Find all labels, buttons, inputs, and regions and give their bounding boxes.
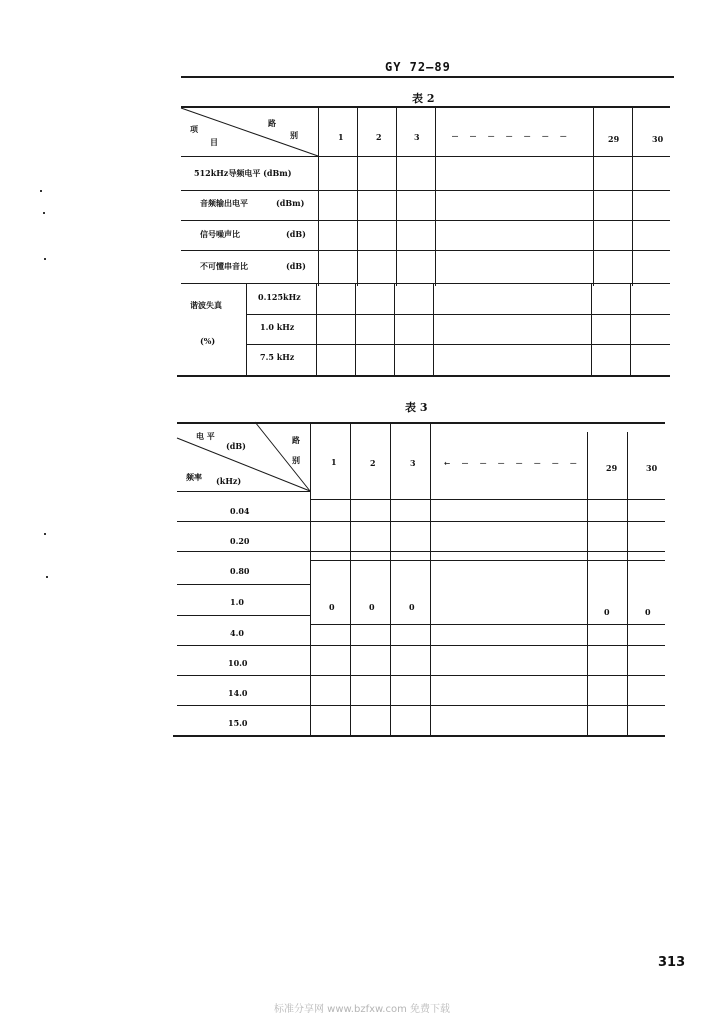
scan-mark [46,576,48,578]
page-number: 313 [658,955,686,970]
table3-ref-value: 0 [329,602,335,612]
header-rule [181,76,674,78]
table3-row-label: 14.0 [228,688,248,698]
table2-col-header: 29 [608,134,620,144]
table2-bottom-rule [177,375,670,377]
scan-mark [40,190,42,192]
table2-caption: 表 2 [412,92,435,105]
table2-rule [246,344,670,345]
table3-ref-value: 0 [645,607,651,617]
table3-row-label: 15.0 [228,718,248,728]
table3-ref-value: 0 [409,602,415,612]
table3-rule [177,675,665,676]
table2-rule [181,283,670,284]
table2-col-ellipsis: — — — — — — — [452,131,570,142]
table2-freq-label: 7.5 kHz [260,352,295,362]
table3-rule [177,645,665,646]
table2-col-rule [591,283,592,375]
table3-rule [177,615,310,616]
table3-bottom-rule [173,735,665,737]
table2-row-unit: (dB) [286,261,306,271]
watermark: 标准分享网 www.bzfxw.com 免费下载 [274,1004,450,1015]
table3-col-rule [350,422,351,735]
table2-col-header: 1 [338,132,344,142]
table3-rule [310,560,665,561]
table2-col-rule [396,106,397,286]
table2-freq-label: 0.125kHz [258,292,301,302]
table2-col-rule [246,283,247,375]
table3-row-label: 1.0 [230,597,244,607]
table3-col-rule [430,422,431,735]
table3-col-header: 1 [331,457,337,467]
table3-rule [177,521,665,522]
scan-mark [44,258,46,260]
table2-col-rule [435,106,436,286]
table3-col-header: 29 [606,463,618,473]
table2-header-left: 项 [190,124,198,134]
table3-row-label: 0.80 [230,566,250,576]
table3-rule [177,584,310,585]
table2-col-header: 3 [414,132,420,142]
table3-level-unit: (dB) [226,441,246,451]
table3-col-rule [627,432,628,735]
table3-level-label: 电 平 [196,431,215,441]
table3-ref-value: 0 [604,607,610,617]
table2-header-diagonal [181,106,319,158]
table2-row-unit: (dB) [286,229,306,239]
table2-row-label: 512kHz导频电平 (dBm) [194,168,292,178]
table2-distortion-unit: (%) [200,336,216,346]
table3-rule [310,499,665,500]
document-code: GY 72—89 [385,60,451,74]
table2-row-label: 信号噪声比 [200,229,240,239]
table2-freq-label: 1.0 kHz [260,322,295,332]
table2-col-rule [632,106,633,286]
table2-col-rule [593,106,594,286]
table3-col-header: 2 [370,458,376,468]
table3-route-bottom: 别 [292,455,300,465]
table2-rule [181,250,670,251]
table3-row-label: 4.0 [230,628,244,638]
table3-row-label: 10.0 [228,658,248,668]
table2-col-rule [316,283,317,375]
table3-col-rule [587,432,588,735]
table3-rule [177,705,665,706]
table2-header-bottom: 目 [210,137,218,147]
scan-mark [43,212,45,214]
table3-route-top: 路 [292,435,300,445]
table3-rule [177,551,665,552]
table3-freq-label: 频率 [186,472,202,482]
table2-col-rule [357,106,358,286]
table3-row-label: 0.04 [230,506,250,516]
table3-col-header: 30 [646,463,658,473]
table3-col-rule [390,422,391,735]
table3-caption: 表 3 [405,401,428,414]
table2-col-header: 30 [652,134,664,144]
table3-col-ellipsis: ← — — — — — — — [444,458,580,469]
table2-distortion-label: 谐波失真 [190,300,222,310]
table2-header-top: 路 [268,118,276,128]
table2-col-rule [394,283,395,375]
table3-ref-value: 0 [369,602,375,612]
table2-col-rule [433,283,434,375]
table2-col-rule [355,283,356,375]
table2-rule [246,314,670,315]
table3-freq-unit: (kHz) [216,476,242,486]
table2-header-right: 别 [290,130,298,140]
table2-rule [181,190,670,191]
table2-rule [181,220,670,221]
table2-col-header: 2 [376,132,382,142]
table3-row-label: 0.20 [230,536,250,546]
table2-row-unit: (dBm) [276,198,305,208]
table2-col-rule [630,283,631,375]
table3-col-header: 3 [410,458,416,468]
scan-mark [44,533,46,535]
table3-rule [310,624,665,625]
table2-row-label: 音频输出电平 [200,198,248,208]
table2-row-label: 不可懂串音比 [200,261,248,271]
